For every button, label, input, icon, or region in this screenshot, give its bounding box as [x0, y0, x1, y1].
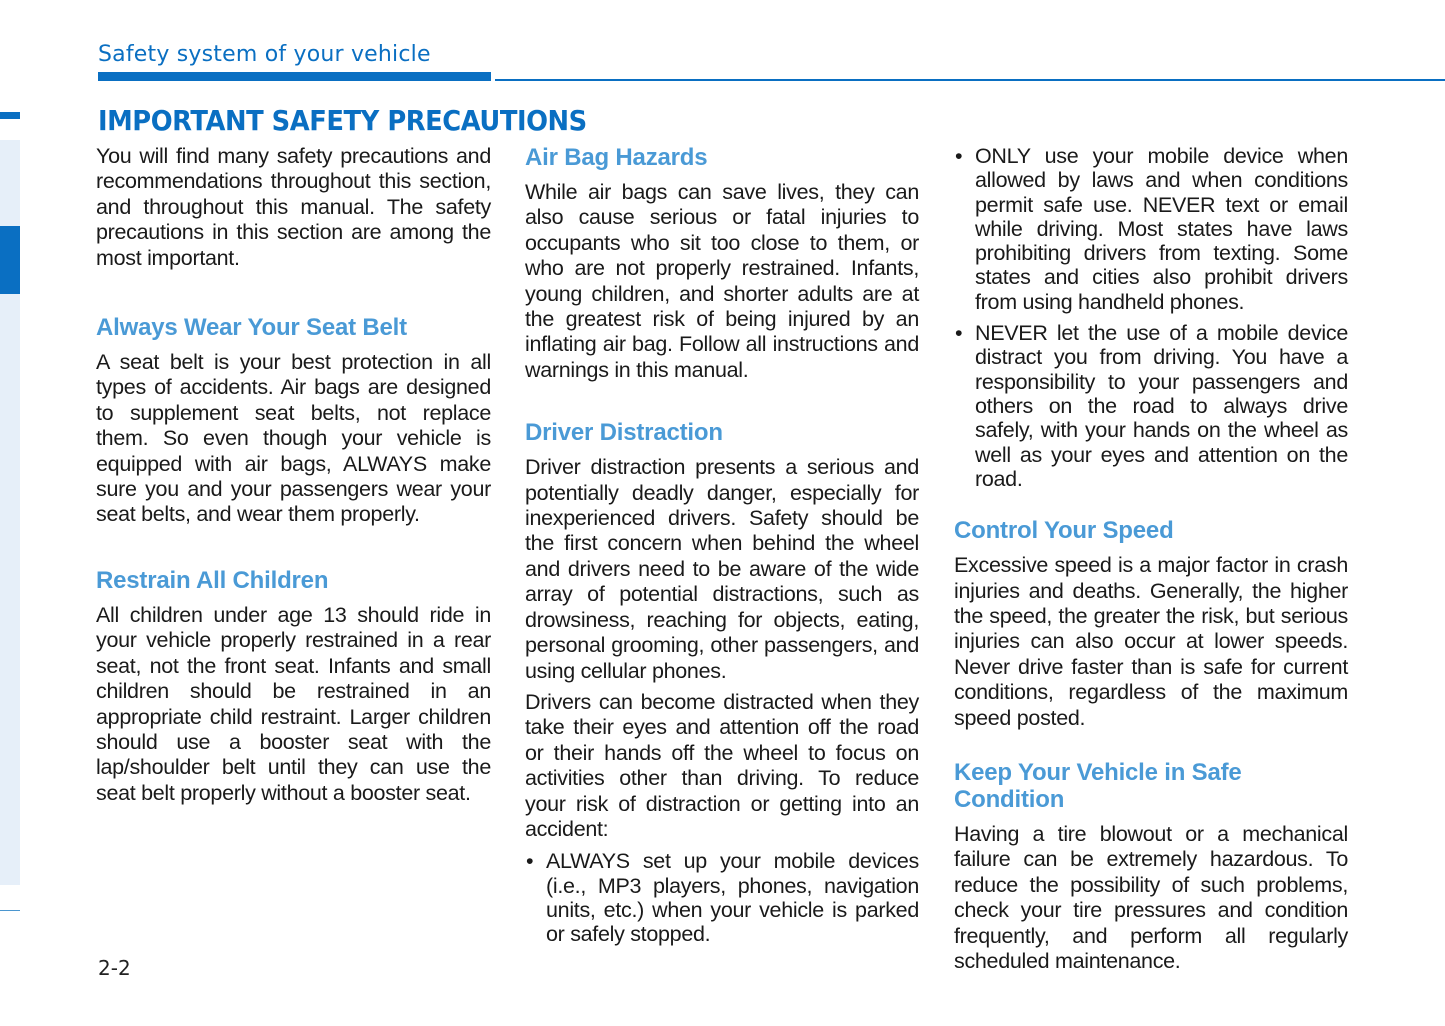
heading-driver-distraction: Driver Distraction [525, 419, 723, 447]
distraction-paragraph-1: Driver distraction presents a serious and potentially deadly danger, especially for inexperienced drivers. Safety should be the first concern when behind the wheel and drivers need to be aware of the wide array of potential distractions, such as drowsiness, reaching for objects, eating, personal grooming, other passengers, and using cellular phones. [525, 455, 919, 683]
intro-paragraph: You will find many safety precautions and recommendations throughout this section, and throughout this manual. The safety precautions in this section are among the most important. [96, 144, 491, 270]
page-number: 2-2 [98, 956, 131, 980]
distraction-bullet-list [525, 849, 919, 946]
speed-paragraph: Excessive speed is a major factor in crash injuries and deaths. Generally, the higher the speed, the greater the risk, but serious injuries can also occur at lower speeds. Never drive faster than is safe for current conditions, regardless of the maximum speed posted. [954, 553, 1348, 730]
page-title: IMPORTANT SAFETY PRECAUTIONS [98, 104, 587, 137]
children-paragraph: All children under age 13 should ride in your vehicle properly restrained in a rear seat, not the front seat. Infants and small children should be restrained in an appropriate child restraint. Larger children should use a booster seat with the lap/shoulder belt until they can use the seat belt properly without a booster seat. [96, 602, 491, 805]
column-3 [954, 144, 1348, 974]
column-1 [96, 144, 491, 806]
heading-control-speed: Control Your Speed [954, 517, 1174, 545]
column-2 [525, 144, 919, 947]
bullet-text: ONLY use your mobile device when allowed by laws and when conditions permit safe use. NEVER text or email while driving. Most states have laws prohibiting drivers from texting. Some states and cities also prohibit drivers from using handheld phones. [975, 144, 1348, 314]
bullet-text: NEVER let the use of a mobile device distract you from driving. You have a responsibility to your passengers and others on the road to always drive safely, with your hands on the wheel as well as your eyes and attention on the road. [975, 321, 1348, 491]
chapter-tab-bottom-line [0, 910, 20, 911]
header-rule-thick [98, 72, 491, 81]
list-item [954, 321, 1348, 491]
list-item [525, 849, 919, 946]
chapter-tab-active [0, 226, 20, 294]
heading-seat-belt: Always Wear Your Seat Belt [96, 314, 407, 342]
running-head: Safety system of your vehicle [98, 42, 431, 67]
mobile-device-bullet-list [954, 144, 1348, 491]
distraction-paragraph-2: Drivers can become distracted when they take their eyes and attention off the road or their hands off the wheel to focus on activities other than driving. To reduce your risk of distraction or getting into an accident: [525, 689, 919, 841]
chapter-tab-top-marker [0, 112, 20, 119]
air-bag-paragraph: While air bags can save lives, they can also cause serious or fatal injuries to occupants who sit too close to them, or who are not properly restrained. Infants, young children, and shorter adults are at the greatest risk of being injured by an inflating air bag. Follow all instructions and warnings in this manual. [525, 180, 919, 382]
seat-belt-paragraph: A seat belt is your best protection in all types of accidents. Air bags are designed to supplement seat belts, not replace them. So even though your vehicle is equipped with air bags, ALWAYS make sure you and your passengers wear your seat belts, and wear them properly. [96, 350, 491, 527]
list-item [954, 144, 1348, 314]
heading-air-bag-hazards: Air Bag Hazards [525, 144, 708, 171]
bullet-text: ALWAYS set up your mobile devices (i.e., MP3 players, phones, navigation units, etc.) when your vehicle is parked or safely stopped. [546, 849, 919, 947]
condition-paragraph: Having a tire blowout or a mechanical failure can be extremely hazardous. To reduce the possibility of such problems, check your tire pressures and condition frequently, and perform all regularly scheduled maintenance. [954, 822, 1348, 974]
heading-safe-condition: Keep Your Vehicle in Safe Condition [954, 759, 1242, 813]
header-rule-thin [495, 79, 1445, 81]
bullet-icon: • [955, 321, 963, 346]
bullet-icon: • [526, 849, 534, 874]
bullet-icon: • [955, 144, 963, 168]
heading-restrain-children: Restrain All Children [96, 566, 329, 594]
